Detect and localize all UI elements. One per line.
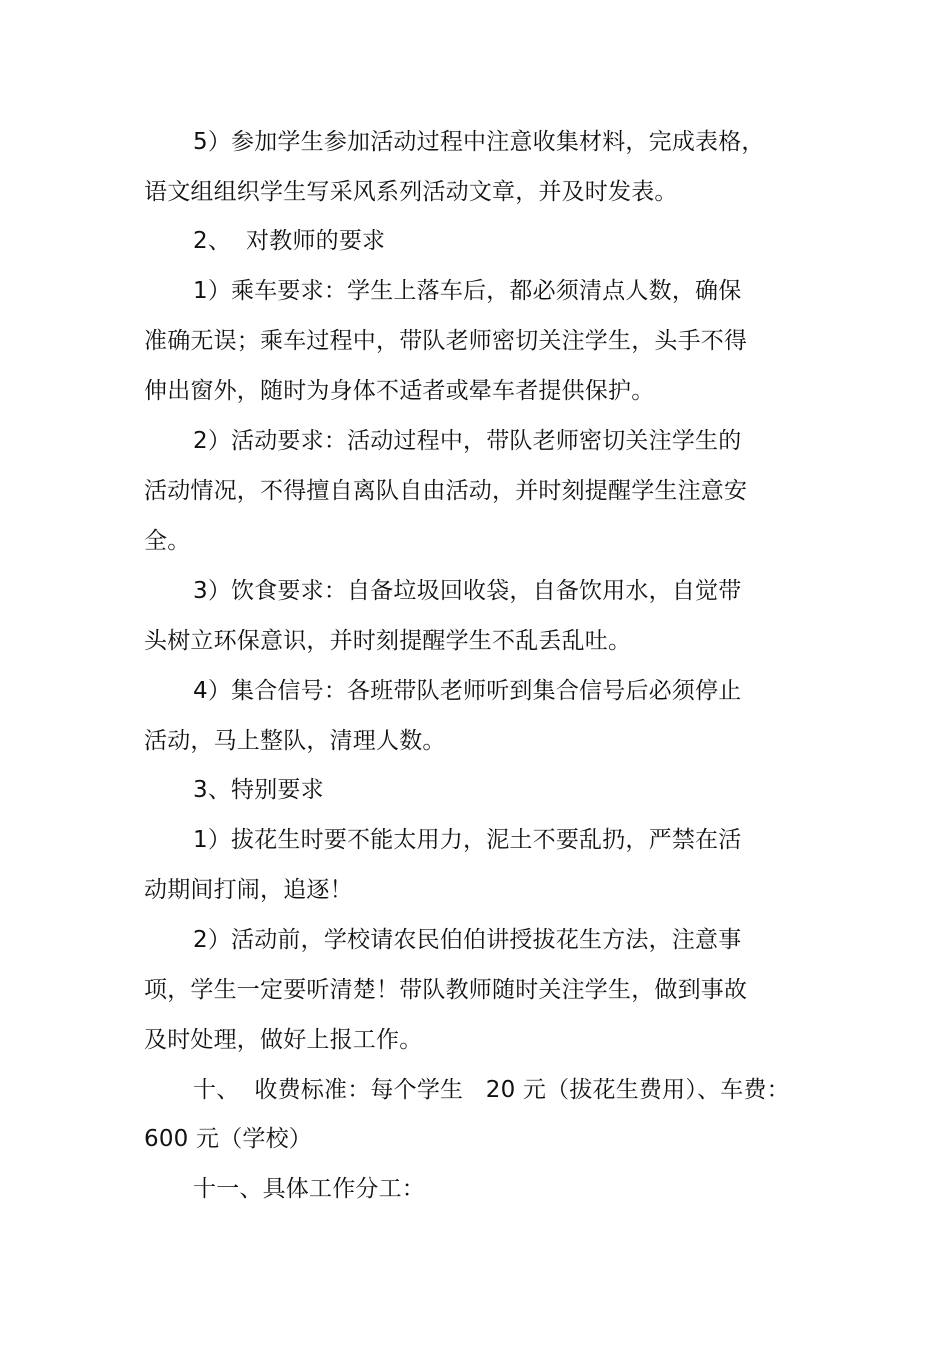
paragraph-line: 语文组组织学生写采风系列活动文章，并及时发表。 <box>144 179 678 205</box>
paragraph-line: 活动，马上整队，清理人数。 <box>144 728 446 754</box>
paragraph-line: 动期间打闹，追逐！ <box>144 877 353 903</box>
paragraph-line: 活动情况，不得擅自离队自由活动，并时刻提醒学生注意安 <box>144 478 748 504</box>
paragraph-line: 2）活动要求：活动过程中，带队老师密切关注学生的 <box>193 428 742 454</box>
paragraph-line: 准确无误；乘车过程中，带队老师密切关注学生，头手不得 <box>144 328 748 354</box>
section-heading: 十一、具体工作分工： <box>193 1176 425 1202</box>
paragraph-line: 4）集合信号：各班带队老师听到集合信号后必须停止 <box>193 678 742 704</box>
paragraph-line: 2）活动前，学校请农民伯伯讲授拔花生方法，注意事 <box>193 927 742 953</box>
paragraph-line: 头树立环保意识，并时刻提醒学生不乱丢乱吐。 <box>144 628 632 654</box>
section-heading: 十、 收费标准：每个学生 20 元（拔花生费用）、车费： <box>193 1077 790 1103</box>
paragraph-line: 3）饮食要求：自备垃圾回收袋，自备饮用水，自觉带 <box>193 578 742 604</box>
paragraph-line: 600 元（学校） <box>144 1126 313 1152</box>
paragraph-line: 1）拔花生时要不能太用力，泥土不要乱扔，严禁在活 <box>193 827 742 853</box>
section-heading: 2、 对教师的要求 <box>193 228 386 254</box>
paragraph-line: 及时处理，做好上报工作。 <box>144 1027 423 1053</box>
paragraph-line: 项，学生一定要听清楚！带队教师随时关注学生，做到事故 <box>144 977 748 1003</box>
paragraph-line: 1）乘车要求：学生上落车后，都必须清点人数，确保 <box>193 278 742 304</box>
paragraph-line: 伸出窗外，随时为身体不适者或晕车者提供保护。 <box>144 378 655 404</box>
paragraph-line: 全。 <box>144 528 191 554</box>
section-heading: 3、特别要求 <box>193 777 324 803</box>
paragraph-line: 5）参加学生参加活动过程中注意收集材料，完成表格， <box>193 129 765 155</box>
